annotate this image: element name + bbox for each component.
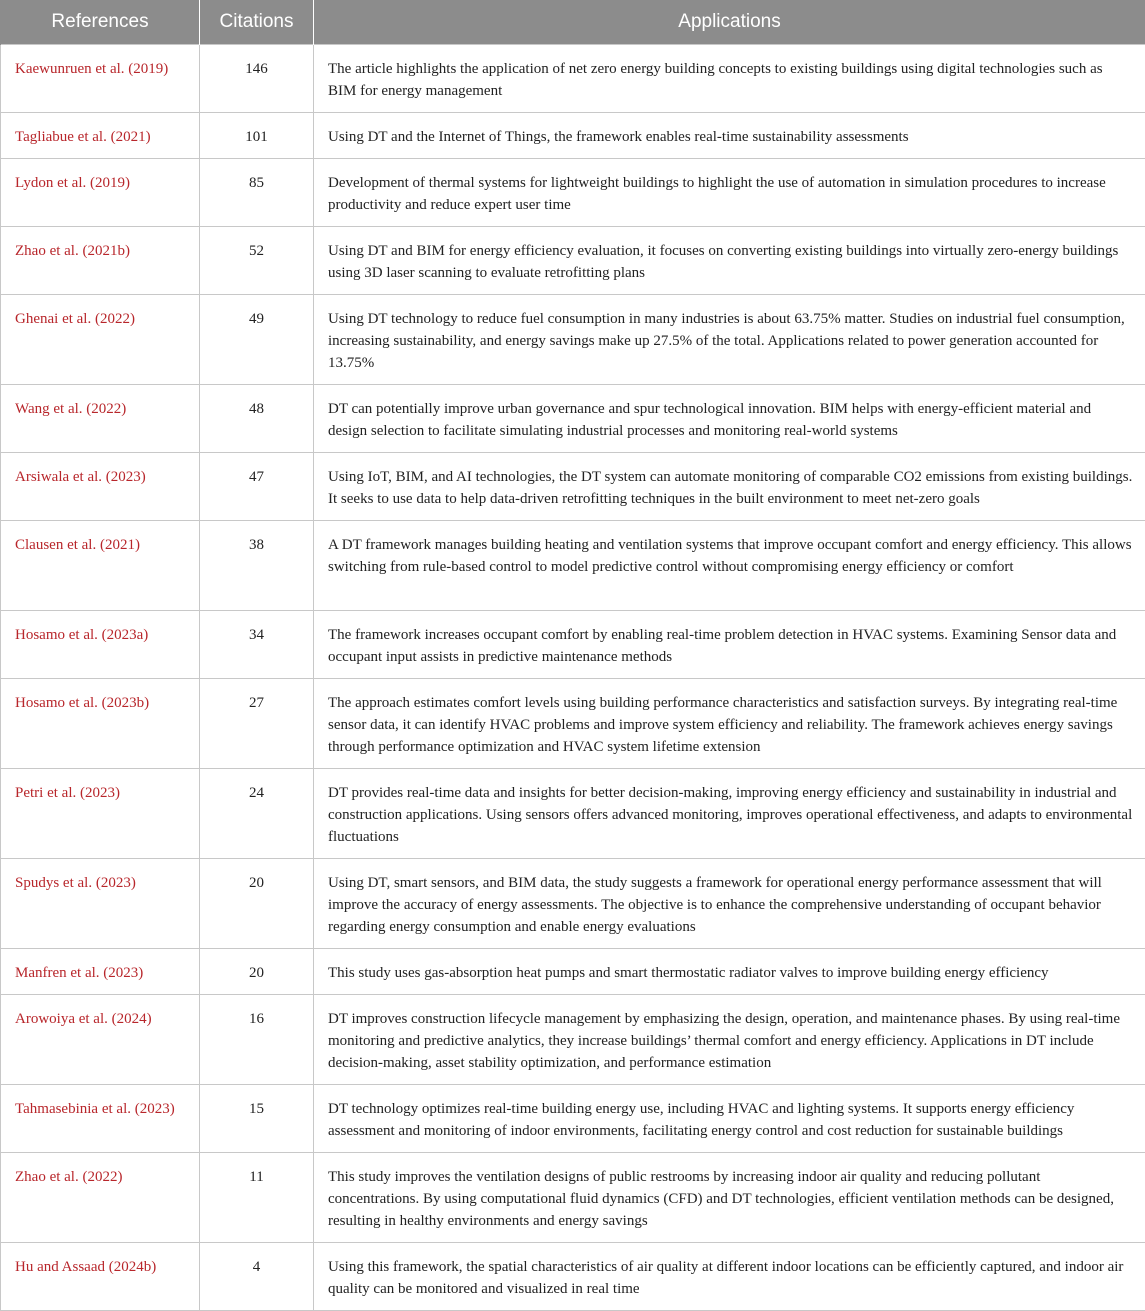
table-row bbox=[1, 1153, 1145, 1243]
application-text: A DT framework manages building heating and ventilation systems that improve occupant comfort and energy efficiency. This allows switching from rule-based control to model predictive control without compromising energy efficiency or comfort bbox=[314, 521, 1145, 611]
citation-count: 27 bbox=[200, 679, 314, 769]
reference-link[interactable]: Arowoiya et al. (2024) bbox=[1, 995, 200, 1085]
application-text: Using DT, smart sensors, and BIM data, the study suggests a framework for operational energy performance assessment that will improve the accuracy of energy assessments. The objective is to enhance the comprehensive understanding of occupant behavior regarding energy consumption and enable energy evaluations bbox=[314, 859, 1145, 949]
application-text: The article highlights the application of net zero energy building concepts to existing buildings using digital technologies such as BIM for energy management bbox=[314, 45, 1145, 113]
table-row bbox=[1, 949, 1145, 995]
reference-link[interactable]: Tahmasebinia et al. (2023) bbox=[1, 1085, 200, 1153]
citation-count: 34 bbox=[200, 611, 314, 679]
citation-count: 24 bbox=[200, 769, 314, 859]
citation-count: 146 bbox=[200, 45, 314, 113]
application-text: DT improves construction lifecycle management by emphasizing the design, operation, and maintenance phases. By using real-time monitoring and predictive analytics, they increase buildings’ thermal comfort and energy efficiency. Applications in DT include decision-making, asset stability optimization, and performance estimation bbox=[314, 995, 1145, 1085]
citation-count: 49 bbox=[200, 295, 314, 385]
citation-count: 20 bbox=[200, 859, 314, 949]
application-text: This study improves the ventilation designs of public restrooms by increasing indoor air quality and reducing pollutant concentrations. By using computational fluid dynamics (CFD) and DT technologies, efficient ventilation methods can be designed, resulting in healthy environments and energy savings bbox=[314, 1153, 1145, 1243]
table-row bbox=[1, 385, 1145, 453]
citation-count: 4 bbox=[200, 1243, 314, 1311]
citation-count: 15 bbox=[200, 1085, 314, 1153]
reference-link[interactable]: Hosamo et al. (2023b) bbox=[1, 679, 200, 769]
header-row bbox=[1, 0, 1145, 45]
table-row bbox=[1, 995, 1145, 1085]
citation-count: 16 bbox=[200, 995, 314, 1085]
reference-link[interactable]: Kaewunruen et al. (2019) bbox=[1, 45, 200, 113]
table-row bbox=[1, 521, 1145, 611]
application-text: Using IoT, BIM, and AI technologies, the DT system can automate monitoring of comparable CO2 emissions from existing buildings. It seeks to use data to help data-driven retrofitting techniques in the built environment to meet net-zero goals bbox=[314, 453, 1145, 521]
table-row bbox=[1, 1243, 1145, 1311]
header-applications: Applications bbox=[314, 0, 1145, 45]
application-text: The framework increases occupant comfort by enabling real-time problem detection in HVAC systems. Examining Sensor data and occupant input assists in predictive maintenance methods bbox=[314, 611, 1145, 679]
reference-link[interactable]: Ghenai et al. (2022) bbox=[1, 295, 200, 385]
citation-count: 38 bbox=[200, 521, 314, 611]
application-text: DT technology optimizes real-time building energy use, including HVAC and lighting systems. It supports energy efficiency assessment and monitoring of indoor environments, facilitating energy control and cost reduction for sustainable buildings bbox=[314, 1085, 1145, 1153]
reference-link[interactable]: Clausen et al. (2021) bbox=[1, 521, 200, 611]
reference-link[interactable]: Zhao et al. (2022) bbox=[1, 1153, 200, 1243]
application-text: Using DT and the Internet of Things, the framework enables real-time sustainability assessments bbox=[314, 113, 1145, 159]
table-row bbox=[1, 227, 1145, 295]
header-citations: Citations bbox=[200, 0, 314, 45]
application-text: The approach estimates comfort levels using building performance characteristics and satisfaction surveys. By integrating real-time sensor data, it can identify HVAC problems and improve system efficiency and reliability. The framework achieves energy savings through performance optimization and HVAC system lifetime extension bbox=[314, 679, 1145, 769]
table-row bbox=[1, 113, 1145, 159]
citation-count: 48 bbox=[200, 385, 314, 453]
reference-link[interactable]: Zhao et al. (2021b) bbox=[1, 227, 200, 295]
reference-link[interactable]: Hu and Assaad (2024b) bbox=[1, 1243, 200, 1311]
application-text: Using DT and BIM for energy efficiency evaluation, it focuses on converting existing buildings into virtually zero-energy buildings using 3D laser scanning to evaluate retrofitting plans bbox=[314, 227, 1145, 295]
table-row bbox=[1, 679, 1145, 769]
reference-link[interactable]: Wang et al. (2022) bbox=[1, 385, 200, 453]
table-row bbox=[1, 453, 1145, 521]
application-text: DT provides real-time data and insights for better decision-making, improving energy efficiency and sustainability in industrial and construction applications. Using sensors offers advanced monitoring, improves operational effectiveness, and adapts to environmental fluctuations bbox=[314, 769, 1145, 859]
reference-link[interactable]: Petri et al. (2023) bbox=[1, 769, 200, 859]
table-row bbox=[1, 769, 1145, 859]
table-row bbox=[1, 611, 1145, 679]
citation-count: 11 bbox=[200, 1153, 314, 1243]
application-text: Using DT technology to reduce fuel consumption in many industries is about 63.75% matter. Studies on industrial fuel consumption, increasing sustainability, and energy savings make up 27.5% of the total. Applications related to power generation accounted for 13.75% bbox=[314, 295, 1145, 385]
application-text: DT can potentially improve urban governance and spur technological innovation. BIM helps with energy-efficient material and design selection to facilitate simulating industrial processes and monitoring real-world systems bbox=[314, 385, 1145, 453]
header-references: References bbox=[1, 0, 200, 45]
table-row bbox=[1, 295, 1145, 385]
application-text: This study uses gas-absorption heat pumps and smart thermostatic radiator valves to improve building energy efficiency bbox=[314, 949, 1145, 995]
table-row bbox=[1, 159, 1145, 227]
citation-count: 47 bbox=[200, 453, 314, 521]
table-row bbox=[1, 859, 1145, 949]
reference-link[interactable]: Manfren et al. (2023) bbox=[1, 949, 200, 995]
table-row bbox=[1, 1085, 1145, 1153]
reference-link[interactable]: Spudys et al. (2023) bbox=[1, 859, 200, 949]
citation-count: 52 bbox=[200, 227, 314, 295]
application-text: Using this framework, the spatial characteristics of air quality at different indoor locations can be efficiently captured, and indoor air quality can be monitored and visualized in real time bbox=[314, 1243, 1145, 1311]
citation-count: 85 bbox=[200, 159, 314, 227]
citation-count: 101 bbox=[200, 113, 314, 159]
citation-count: 20 bbox=[200, 949, 314, 995]
reference-link[interactable]: Arsiwala et al. (2023) bbox=[1, 453, 200, 521]
table-row bbox=[1, 45, 1145, 113]
reference-link[interactable]: Hosamo et al. (2023a) bbox=[1, 611, 200, 679]
application-text: Development of thermal systems for lightweight buildings to highlight the use of automation in simulation procedures to increase productivity and reduce expert user time bbox=[314, 159, 1145, 227]
reference-link[interactable]: Tagliabue et al. (2021) bbox=[1, 113, 200, 159]
reference-link[interactable]: Lydon et al. (2019) bbox=[1, 159, 200, 227]
